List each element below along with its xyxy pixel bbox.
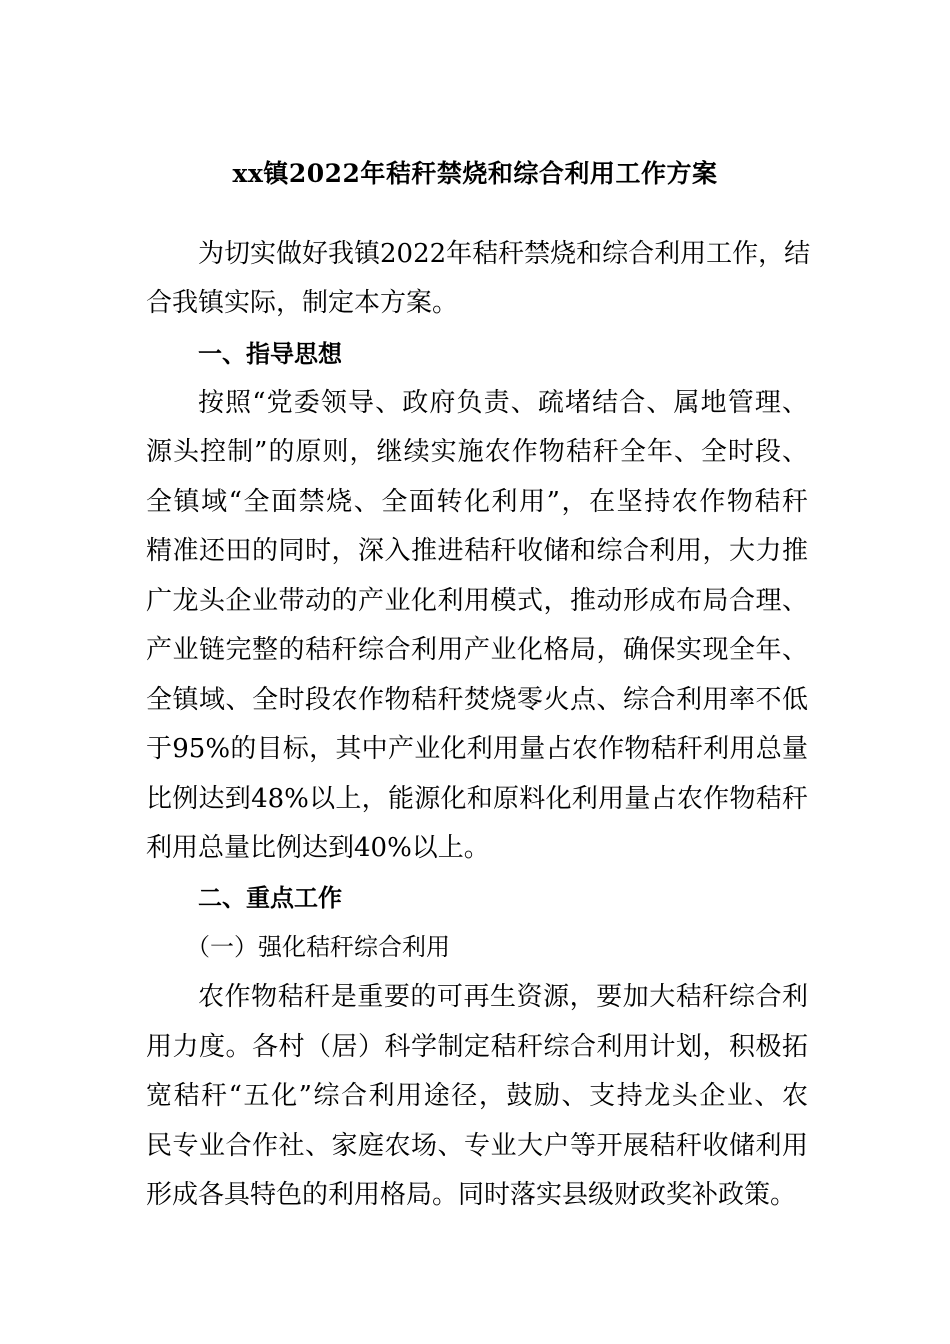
section-1-line: 全镇域、全时段农作物秸秆焚烧零火点、综合利用率不低 <box>146 685 808 715</box>
section-2-line: 形成各具特色的利用格局。同时落实县级财政奖补政策。 <box>146 1180 797 1210</box>
section-2-subheading: （一）强化秸秆综合利用 <box>186 933 450 961</box>
section-1-line: 按照“党委领导、政府负责、疏堵结合、属地管理、 <box>198 388 808 418</box>
section-1-line: 广龙头企业带动的产业化利用模式，推动形成布局合理、 <box>146 586 808 616</box>
section-2-line: 民专业合作社、家庭农场、专业大户等开展秸秆收储利用 <box>146 1131 808 1161</box>
section-1-heading: 一、指导思想 <box>198 340 342 368</box>
section-1-line: 源头控制”的原则，继续实施农作物秸秆全年、全时段、 <box>146 437 808 467</box>
section-1-line: 于95%的目标，其中产业化利用量占农作物秸秆利用总量 <box>146 734 808 764</box>
section-2-line: 用力度。各村（居）科学制定秸秆综合利用计划，积极拓 <box>146 1032 808 1062</box>
section-1-line: 精准还田的同时，深入推进秸秆收储和综合利用，大力推 <box>146 536 808 566</box>
section-1-line: 全镇域“全面禁烧、全面转化利用”，在坚持农作物秸秆 <box>146 487 808 517</box>
section-1-line: 产业链完整的秸秆综合利用产业化格局，确保实现全年、 <box>146 635 808 665</box>
section-1-line: 比例达到48%以上，能源化和原料化利用量占农作物秸秆 <box>146 784 808 814</box>
section-2-heading: 二、重点工作 <box>198 884 342 912</box>
document-title: xx镇2022年秸秆禁烧和综合利用工作方案 <box>232 159 718 188</box>
intro-line-2: 合我镇实际，制定本方案。 <box>146 288 459 318</box>
intro-line-1: 为切实做好我镇2022年秸秆禁烧和综合利用工作，结 <box>198 239 811 269</box>
section-1-line: 利用总量比例达到40%以上。 <box>146 833 490 863</box>
section-2-line: 农作物秸秆是重要的可再生资源，要加大秸秆综合利 <box>198 982 808 1012</box>
section-2-line: 宽秸秆“五化”综合利用途径，鼓励、支持龙头企业、农 <box>146 1081 808 1111</box>
